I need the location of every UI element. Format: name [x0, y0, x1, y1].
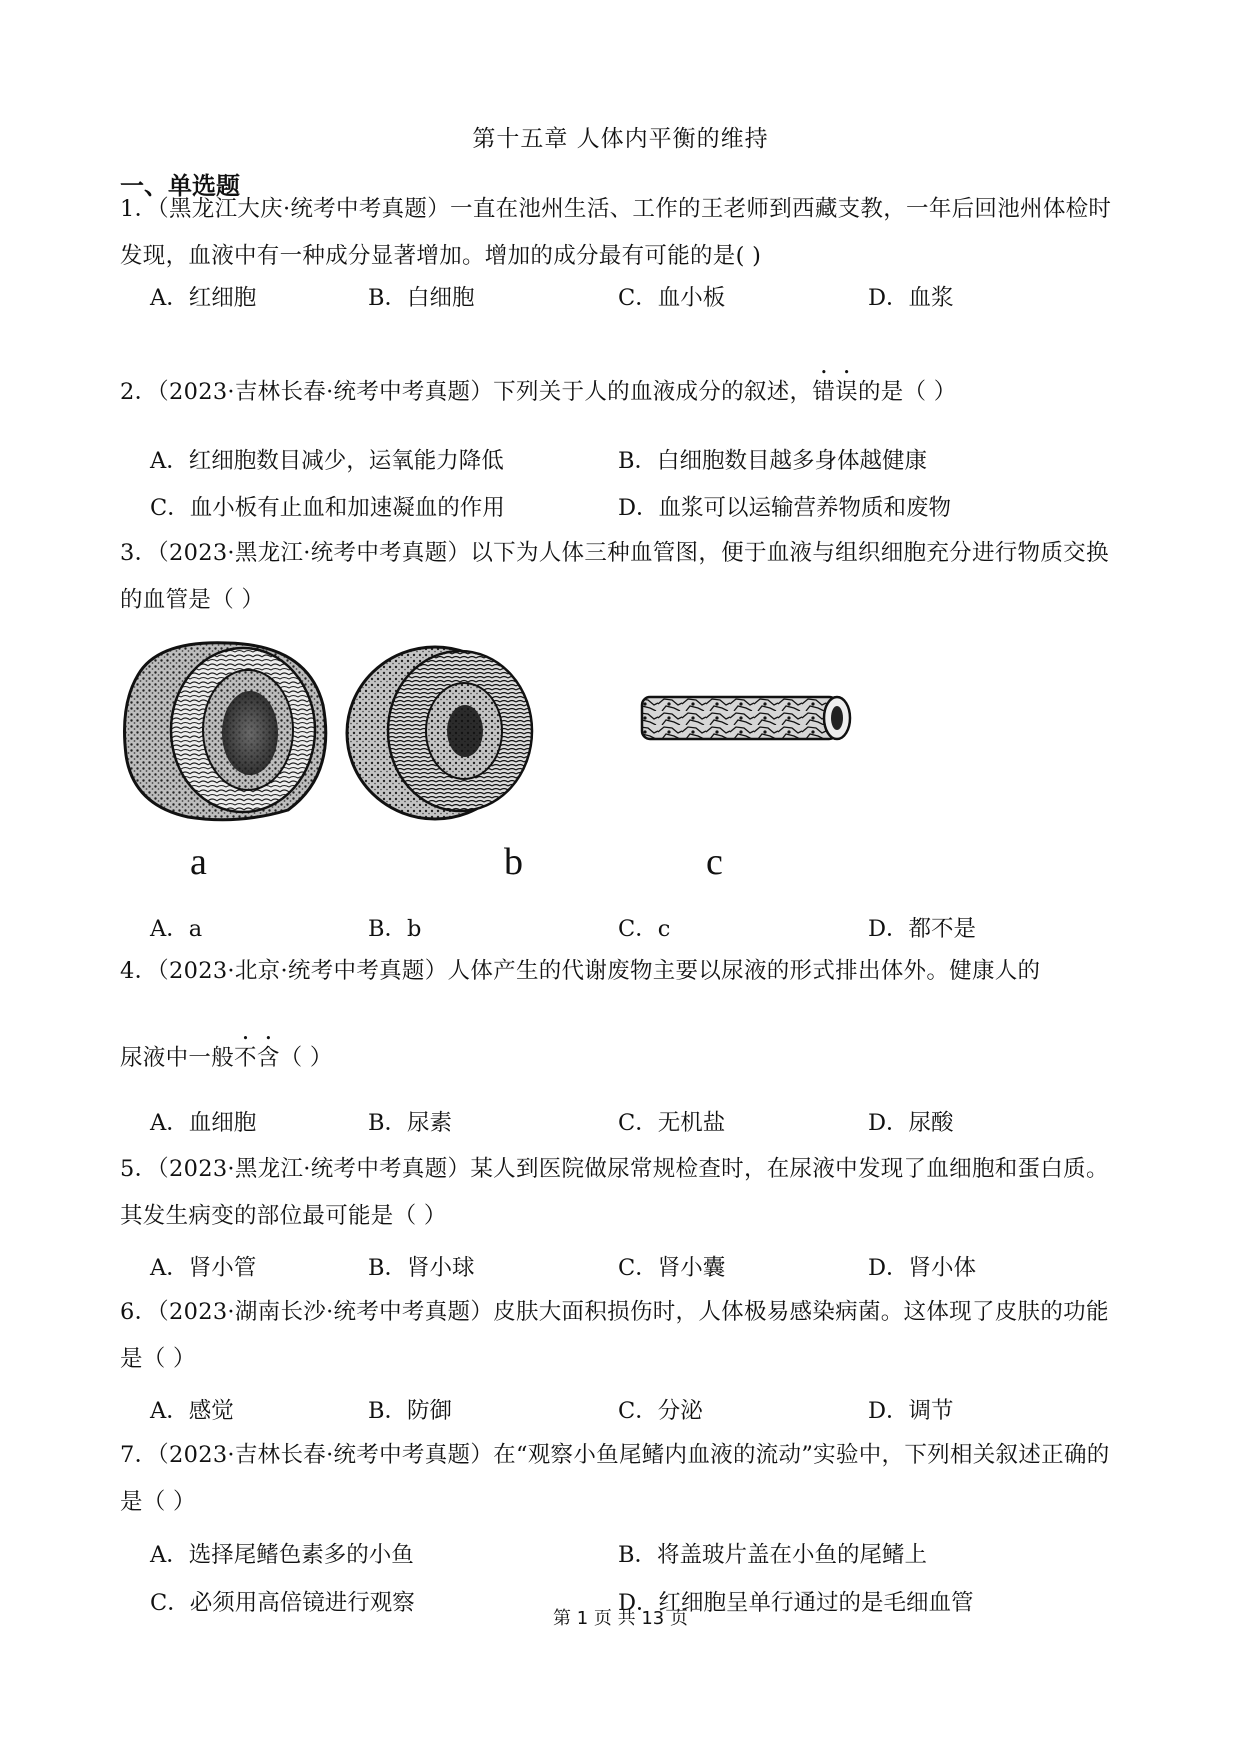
option-b[interactable]: B．尿素	[368, 1110, 453, 1136]
option-d[interactable]: D．肾小体	[868, 1255, 977, 1281]
question-text: 某人到医院做尿常规检查时，在尿液中发现了血细胞和蛋白质。其发生病变的部位最可能是（ ）	[120, 1156, 1109, 1229]
option-c[interactable]: C．分泌	[618, 1398, 703, 1424]
option-c[interactable]: C．肾小囊	[618, 1255, 726, 1281]
question-number: 3．	[120, 540, 158, 566]
question-text-end: （ ）	[279, 1045, 333, 1071]
question-number: 1．	[120, 196, 158, 222]
section-heading: 一、单选题	[120, 172, 240, 200]
question-4-line-2	[120, 1032, 1125, 1082]
question-source: （2023·黑龙江·统考中考真题）	[157, 540, 471, 566]
option-d[interactable]: D．尿酸	[868, 1110, 954, 1136]
emphasized-word: 错误	[812, 379, 858, 405]
option-d[interactable]: D．血浆	[868, 285, 954, 311]
option-c[interactable]: C．血小板	[618, 285, 726, 311]
question-text: 下列关于人的血液成分的叙述，	[493, 379, 813, 405]
option-b[interactable]: B．防御	[368, 1398, 453, 1424]
figure-label-c: c	[706, 841, 723, 883]
vessel-a-drawing	[118, 635, 338, 825]
option-b[interactable]: B．白细胞	[368, 285, 475, 311]
option-d[interactable]: D．血浆可以运输营养物质和废物	[618, 495, 952, 521]
question-number: 4．	[120, 958, 158, 984]
question-7	[120, 1432, 1125, 1526]
question-text: 一直在池州生活、工作的王老师到西藏支教，一年后回池州体检时发现，血液中有一种成分显著增加。增加的成分最有可能的是( )	[120, 196, 1112, 269]
option-c[interactable]: C．血小板有止血和加速凝血的作用	[150, 495, 505, 521]
question-text: 尿液中一般	[120, 1045, 235, 1071]
option-a[interactable]: A．感觉	[150, 1398, 234, 1424]
option-a[interactable]: A．红细胞数目减少，运氧能力降低	[150, 448, 504, 474]
question-4	[120, 948, 1125, 995]
question-source: （2023·黑龙江·统考中考真题）	[157, 1156, 471, 1182]
chapter-title: 第十五章 人体内平衡的维持	[472, 126, 769, 152]
vessel-b-drawing	[340, 635, 550, 825]
option-a[interactable]: A．血细胞	[150, 1110, 257, 1136]
question-number: 7．	[120, 1442, 158, 1468]
option-b[interactable]: B．将盖玻片盖在小鱼的尾鳍上	[618, 1542, 928, 1568]
question-source: （2023·吉林长春·统考中考真题）	[157, 379, 494, 405]
option-c[interactable]: C．必须用高倍镜进行观察	[150, 1590, 415, 1616]
option-a[interactable]: A．a	[150, 916, 203, 942]
vessel-c-drawing	[634, 683, 864, 753]
option-c[interactable]: C．无机盐	[618, 1110, 726, 1136]
question-text: 皮肤大面积损伤时，人体极易感染病菌。这体现了皮肤的功能是（ ）	[120, 1299, 1109, 1372]
question-source: （2023·北京·统考中考真题）	[157, 958, 448, 984]
question-2	[120, 366, 1125, 416]
question-number: 2．	[120, 379, 158, 405]
emphasized-word: 不含	[234, 1045, 280, 1071]
blood-vessel-figure	[118, 635, 878, 895]
option-a[interactable]: A．选择尾鳍色素多的小鱼	[150, 1542, 414, 1568]
option-b[interactable]: B．白细胞数目越多身体越健康	[618, 448, 928, 474]
option-d[interactable]: D．都不是	[868, 916, 977, 942]
option-b[interactable]: B．肾小球	[368, 1255, 475, 1281]
question-source: （2023·吉林长春·统考中考真题）	[157, 1442, 494, 1468]
question-3	[120, 530, 1125, 624]
question-number: 6．	[120, 1299, 158, 1325]
question-1	[120, 186, 1125, 280]
option-a[interactable]: A．红细胞	[150, 285, 257, 311]
option-b[interactable]: B．b	[368, 916, 422, 942]
question-text: 在“观察小鱼尾鳍内血液的流动”实验中，下列相关叙述正确的是（ ）	[120, 1442, 1110, 1515]
figure-label-b: b	[504, 841, 523, 883]
question-number: 5．	[120, 1156, 158, 1182]
option-c[interactable]: C．c	[618, 916, 671, 942]
option-d[interactable]: D．红细胞呈单行通过的是毛细血管	[618, 1590, 974, 1616]
question-text-end: 的是（ ）	[857, 379, 957, 405]
figure-label-a: a	[190, 841, 207, 883]
option-a[interactable]: A．肾小管	[150, 1255, 257, 1281]
question-source: （2023·湖南长沙·统考中考真题）	[157, 1299, 494, 1325]
question-source: （黑龙江大庆·统考中考真题）	[157, 196, 451, 222]
question-text: 人体产生的代谢废物主要以尿液的形式排出体外。健康人的	[447, 958, 1041, 984]
question-text: 以下为人体三种血管图，便于血液与组织细胞充分进行物质交换的血管是（ ）	[120, 540, 1109, 613]
page-footer: 第 1 页 共 13 页	[553, 1608, 688, 1629]
question-6	[120, 1289, 1125, 1383]
question-5	[120, 1146, 1125, 1240]
option-d[interactable]: D．调节	[868, 1398, 954, 1424]
